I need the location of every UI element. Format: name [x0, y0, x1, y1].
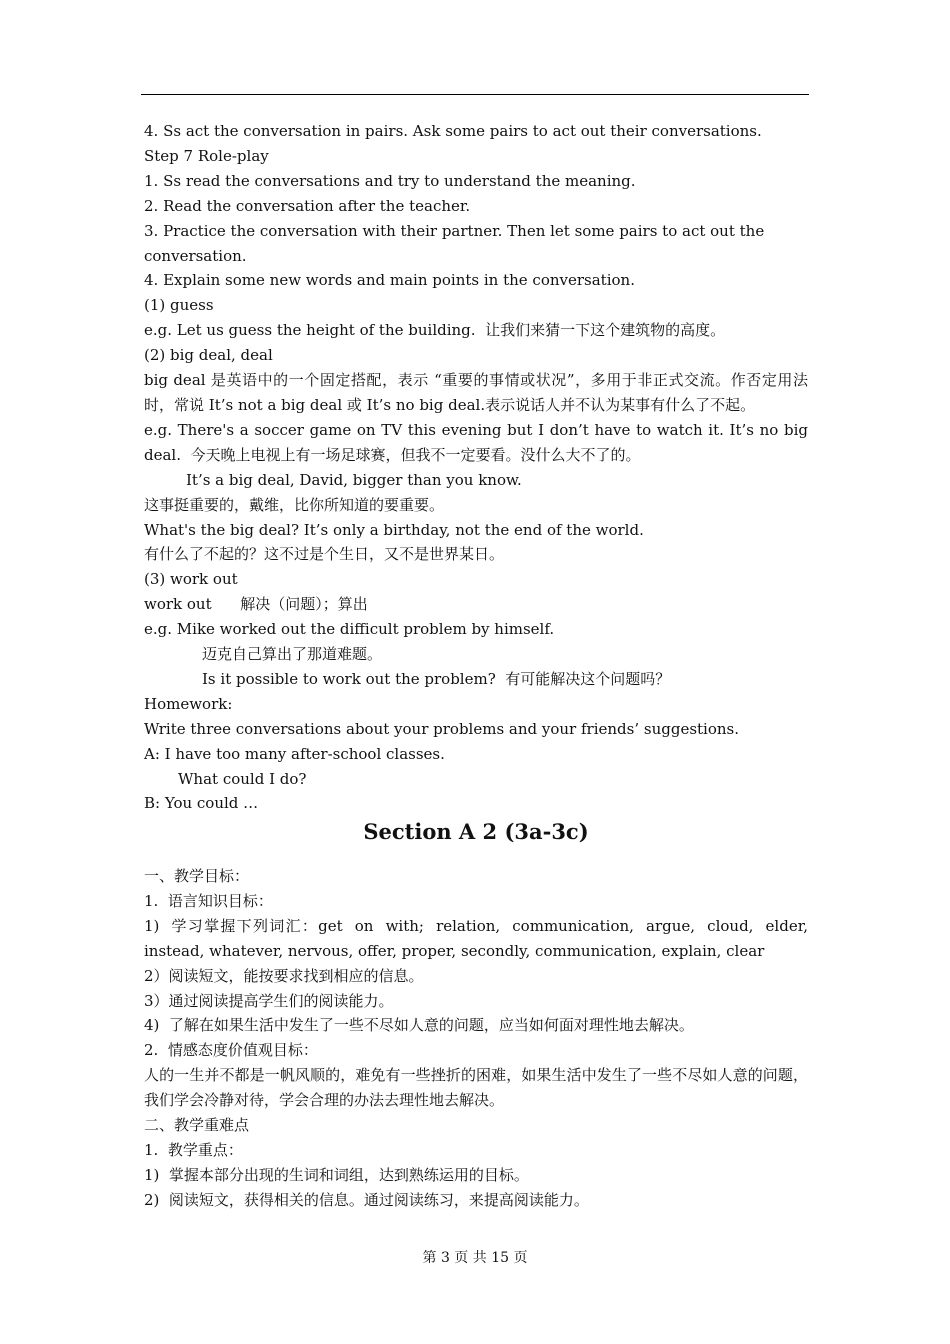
- list-item: 1) 学习掌握下列词汇：get on with; relation, communication, argue, cloud, elder, instead, whatever, nervous, offer, proper, secondly, communication, explain, clear: [144, 916, 818, 960]
- page-number-footer: 第 3 页 共 15 页: [422, 1250, 528, 1266]
- translation-line: 迈克自己算出了那道难题。: [202, 645, 383, 664]
- dialogue-line: B: You could …: [144, 794, 259, 813]
- subheading: 2. 情感态度价值观目标：: [144, 1041, 318, 1060]
- example-line: Is it possible to work out the problem? 有可能解决这个问题吗？: [202, 669, 671, 688]
- vocab-heading: (1) guess: [144, 296, 214, 315]
- example-line: e.g. Let us guess the height of the building. 让我们来猜一下这个建筑物的高度。: [144, 321, 726, 340]
- dialogue-line: What could I do?: [178, 769, 307, 788]
- example-line: What's the big deal? It’s only a birthday, not the end of the world.: [144, 520, 644, 539]
- text-line: 4. Explain some new words and main points in the conversation.: [144, 271, 635, 290]
- subheading: 1. 教学重点：: [144, 1140, 243, 1159]
- section-heading: 一、教学目标：: [144, 867, 250, 885]
- translation-line: 有什么了不起的？这不过是个生日，又不是世界某日。: [144, 545, 505, 564]
- homework-heading: Homework:: [144, 694, 233, 713]
- list-item: 3）通过阅读提高学生们的阅读能力。: [144, 991, 394, 1010]
- step-heading: Step 7 Role-play: [144, 146, 269, 165]
- section-title: Section A 2 (3a-3c): [363, 819, 589, 844]
- text-line: 3. Practice the conversation with their partner. Then let some pairs to act out the conversation.: [144, 221, 769, 265]
- list-item: 1) 掌握本部分出现的生词和词组，达到熟练运用的目标。: [144, 1165, 529, 1184]
- header-rule: [141, 94, 809, 95]
- section-heading: 二、教学重难点: [144, 1116, 250, 1135]
- example-line: It’s a big deal, David, bigger than you know.: [186, 470, 522, 489]
- text-line: 4. Ss act the conversation in pairs. Ask some pairs to act out their conversations.: [144, 122, 762, 140]
- page-body: [144, 119, 813, 816]
- text-line: 1. Ss read the conversations and try to understand the meaning.: [144, 171, 636, 190]
- paragraph: 人的一生并不都是一帆风顺的，难免有一些挫折的困难，如果生活中发生了一些不尽如人意的问题，我们学会冷静对待，学会合理的办法去理性地去解决。: [144, 1066, 808, 1110]
- list-item: 4) 了解在如果生活中发生了一些不尽如人意的问题，应当如何面对理性地去解决。: [144, 1016, 694, 1035]
- example-line: e.g. There's a soccer game on TV this evening but I don’t have to watch it. It’s no big deal. 今天晚上电视上有一场足球赛，但我不一定要看。没什么大不了的。: [144, 420, 813, 464]
- list-item: 2）阅读短文，能按要求找到相应的信息。: [144, 966, 424, 985]
- text-line: Write three conversations about your problems and your friends’ suggestions.: [144, 719, 739, 738]
- definition-line: work out 解决（问题）；算出: [144, 595, 368, 614]
- explanation-paragraph: big deal 是英语中的一个固定搭配，表示 “重要的事情或状况”，多用于非正式交流。作否定用法时，常说 It’s not a big deal 或 It’s no big deal.表示说话人并不认为某事有什么了不起。: [144, 371, 808, 414]
- vocab-heading: (3) work out: [144, 570, 238, 589]
- dialogue-line: A: I have too many after-school classes.: [144, 744, 445, 763]
- vocab-heading: (2) big deal, deal: [144, 346, 273, 365]
- section-body: [144, 864, 818, 1213]
- list-item: 2) 阅读短文，获得相关的信息。通过阅读练习，来提高阅读能力。: [144, 1190, 589, 1209]
- example-line: e.g. Mike worked out the difficult problem by himself.: [144, 620, 555, 639]
- subheading: 1. 语言知识目标：: [144, 891, 273, 910]
- translation-line: 这事挺重要的，戴维，比你所知道的要重要。: [144, 495, 445, 514]
- text-line: 2. Read the conversation after the teacher.: [144, 196, 471, 215]
